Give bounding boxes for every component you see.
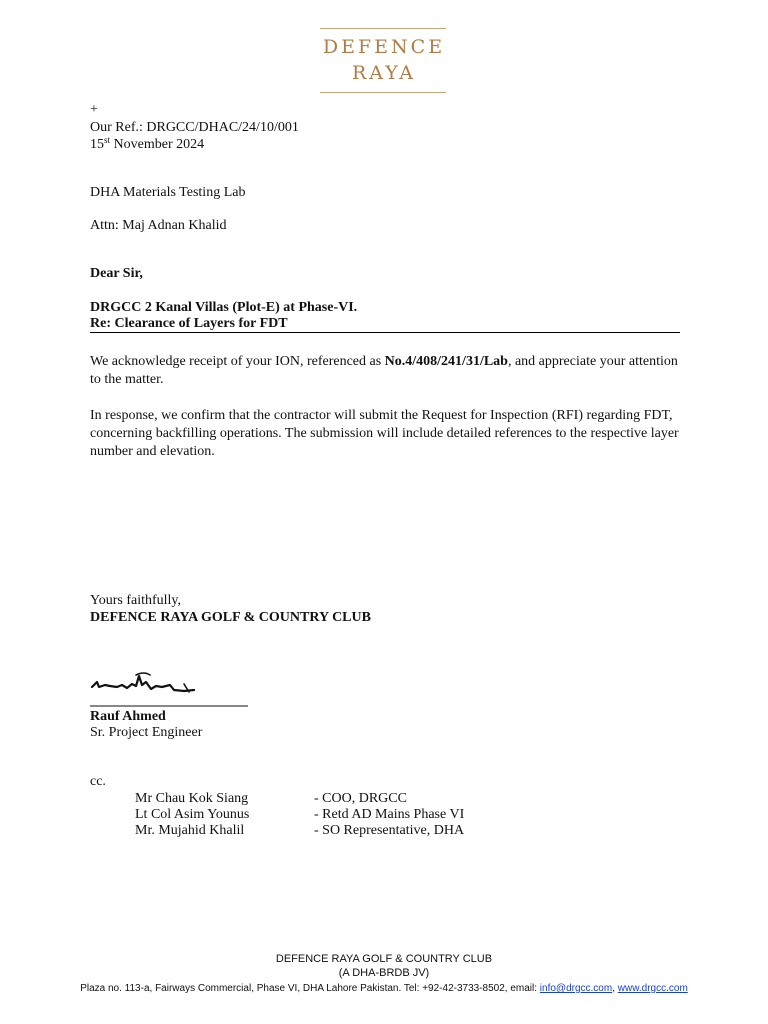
date-suffix: st [104,135,111,145]
footer-jv-line: (A DHA-BRDB JV) [338,967,430,979]
cc-label: cc. [90,774,106,789]
defence-raya-logo [0,24,768,98]
footer-org-name: DEFENCE RAYA GOLF & COUNTRY CLUB [275,953,493,965]
cc-recipient-name: Mr. Mujahid Khalil [135,823,245,838]
reference-number: Our Ref.: DRGCC/DHAC/24/10/001 [90,120,299,135]
cc-recipient-role: - Retd AD Mains Phase VI [314,807,465,822]
footer-separator: , [612,983,618,994]
body-paragraph-1 [90,353,680,389]
body-p1-post: , and appreciate your attention to the matter. [90,354,678,387]
logo-line-2: RAYA [351,62,417,84]
cc-recipient-name: Mr Chau Kok Siang [135,791,249,806]
recipient-attention: Attn: Maj Adnan Khalid [90,218,227,233]
cc-recipient-name: Lt Col Asim Younus [135,807,250,822]
logo-bottom-rule [320,92,446,93]
logo-top-rule [320,28,446,29]
closing-organization: DEFENCE RAYA GOLF & COUNTRY CLUB [90,610,371,625]
ion-reference: No.4/408/241/31/Lab [384,354,508,369]
footer-website-link[interactable]: www.drgcc.com [617,983,688,994]
date-day: 15 [90,137,104,152]
footer-address-line [0,982,768,995]
salutation: Dear Sir, [90,266,143,281]
letter-date [90,136,204,153]
footer-address: Plaza no. 113-a, Fairways Commercial, Phase VI, DHA Lahore Pakistan. Tel: +92-42-3733-8502, email: [80,983,540,994]
date-rest: November 2024 [110,137,205,152]
logo-line-1: DEFENCE [322,36,446,58]
signature [88,668,253,710]
body-paragraph-2: In response, we confirm that the contractor will submit the Request for Inspection (RFI) regarding FDT, concerning backfilling operations. The submission will include detailed references to the respective layer number and elevation. [90,408,679,459]
signatory-title: Sr. Project Engineer [90,725,203,740]
cc-recipient-role: - COO, DRGCC [314,791,407,806]
recipient-organization: DHA Materials Testing Lab [90,185,246,200]
body-p1-pre: We acknowledge receipt of your ION, referenced as [90,354,385,369]
subject-line-1: DRGCC 2 Kanal Villas (Plot-E) at Phase-VI. [90,300,358,315]
subject-line-2: Re: Clearance of Layers for FDT [90,316,288,331]
signatory-name: Rauf Ahmed [90,709,166,724]
valediction: Yours faithfully, [90,593,182,608]
footer-email-link[interactable]: info@drgcc.com [539,983,613,994]
cc-recipient-role: - SO Representative, DHA [314,823,465,838]
plus-mark: + [90,102,98,117]
subject-rule [90,332,680,333]
